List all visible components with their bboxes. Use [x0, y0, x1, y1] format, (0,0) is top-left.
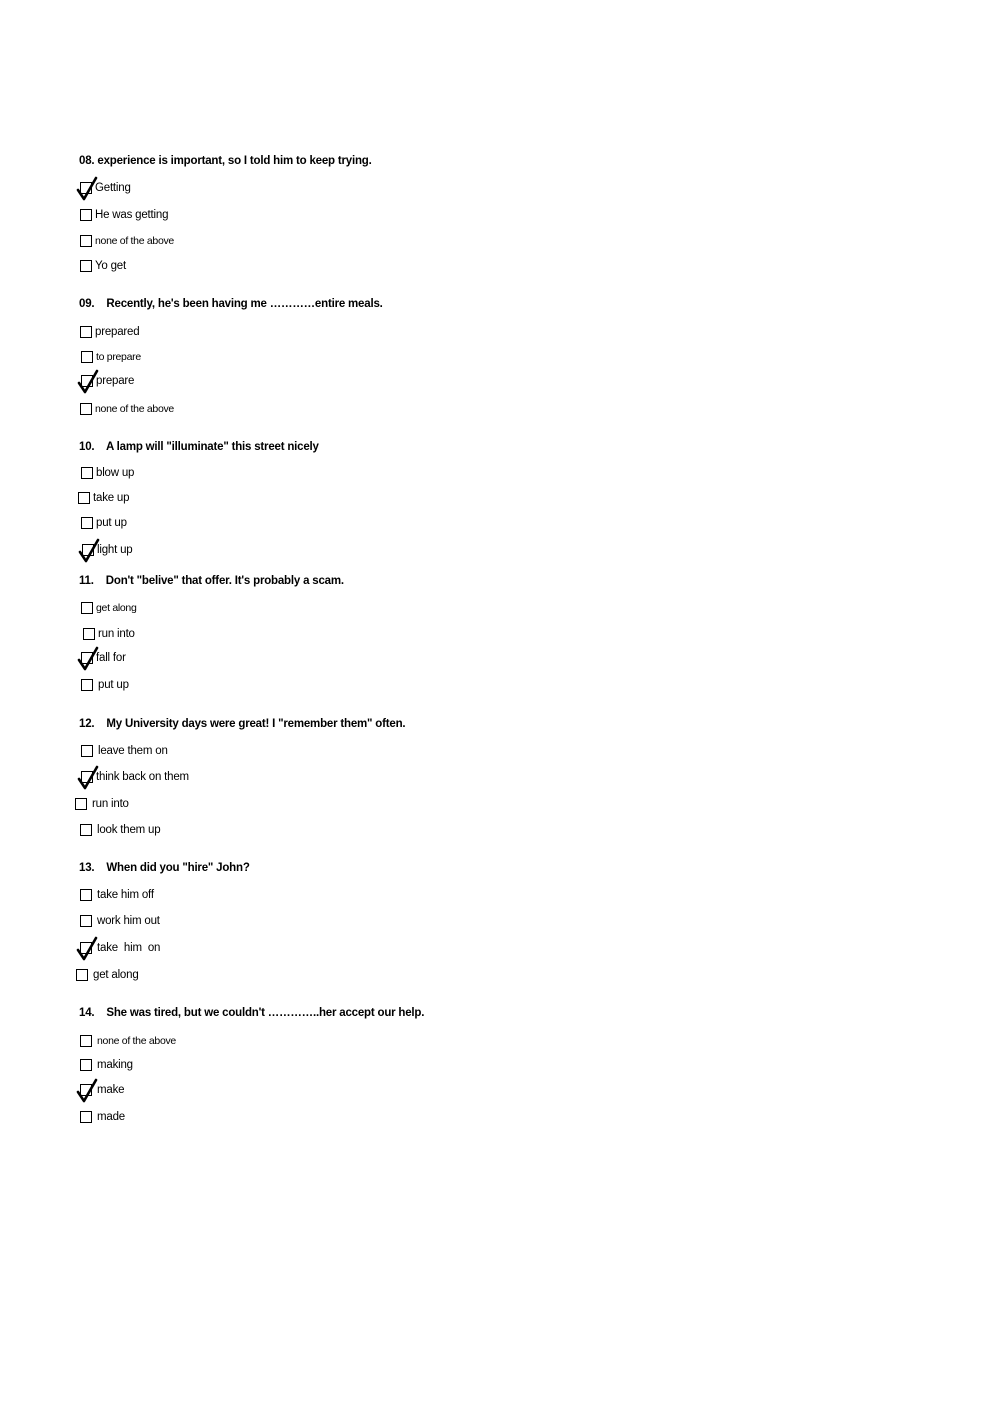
checkbox[interactable] [80, 260, 92, 272]
option-label: blow up [96, 467, 135, 479]
checkbox[interactable] [80, 1059, 92, 1071]
checkbox[interactable] [78, 492, 90, 504]
checkbox[interactable] [81, 602, 93, 614]
checkbox[interactable] [80, 1035, 92, 1047]
option-think-back-on-them[interactable] [81, 769, 189, 785]
question-number: 09. [79, 298, 95, 310]
question-text: When did you "hire" John? [106, 862, 250, 874]
option-to-prepare[interactable] [81, 349, 141, 365]
option-label: take up [93, 492, 130, 504]
option-label: Getting [95, 182, 131, 194]
checkbox[interactable] [75, 798, 87, 810]
option-blow-up[interactable] [81, 465, 134, 481]
question-text: A lamp will "illuminate" this street nicely [105, 441, 319, 453]
option-getting[interactable] [80, 180, 131, 196]
option-run-into[interactable] [83, 626, 135, 642]
question-number: 14. [79, 1007, 95, 1019]
question-number: 11. [79, 575, 94, 587]
option-prepared[interactable] [80, 324, 139, 340]
checkbox[interactable] [80, 1084, 92, 1096]
option-label: light up [97, 544, 133, 556]
checkbox[interactable] [80, 889, 92, 901]
checkbox[interactable] [81, 745, 93, 757]
option-none-of-the-above[interactable] [80, 233, 174, 249]
option-none-of-the-above[interactable] [80, 1033, 176, 1049]
option-label: make [97, 1084, 125, 1096]
option-label: take him off [97, 889, 154, 901]
checkbox[interactable] [80, 942, 92, 954]
option-get-along[interactable] [81, 600, 137, 616]
question-number: 10. [79, 441, 95, 453]
checkbox[interactable] [81, 652, 93, 664]
option-label: fall for [96, 652, 126, 664]
checkbox[interactable] [80, 824, 92, 836]
option-label: Yo get [95, 260, 126, 272]
option-fall-for[interactable] [81, 650, 126, 666]
option-prepare[interactable] [81, 373, 134, 389]
checkbox[interactable] [81, 771, 93, 783]
question-text: Recently, he's been having me …………entire meals. [106, 298, 383, 310]
option-label: none of the above [97, 1035, 176, 1047]
option-run-into[interactable] [75, 796, 129, 812]
option-label: making [97, 1059, 133, 1071]
option-label: look them up [97, 824, 161, 836]
option-take-him-on[interactable] [80, 940, 160, 956]
option-label: prepared [95, 326, 140, 338]
option-label: made [97, 1111, 125, 1123]
option-take-him-off[interactable] [80, 887, 154, 903]
question-09 [79, 298, 383, 310]
option-put-up[interactable] [81, 515, 127, 531]
option-take-up[interactable] [78, 490, 129, 506]
option-put-up[interactable] [81, 677, 129, 693]
question-text: experience is important, so I told him to keep trying. [97, 155, 372, 167]
checkbox[interactable] [83, 628, 95, 640]
question-number: 13. [79, 862, 95, 874]
option-look-them-up[interactable] [80, 822, 160, 838]
checkbox[interactable] [80, 209, 92, 221]
option-light-up[interactable] [82, 542, 132, 558]
checkbox[interactable] [81, 351, 93, 363]
question-number: 08. [79, 155, 95, 167]
question-10 [79, 441, 319, 453]
option-label: prepare [96, 375, 135, 387]
checkbox[interactable] [80, 915, 92, 927]
checkbox[interactable] [81, 375, 93, 387]
question-11 [79, 575, 344, 587]
option-label: put up [98, 679, 129, 691]
option-label: leave them on [98, 745, 168, 757]
checkbox[interactable] [76, 969, 88, 981]
question-text: Don't "belive" that offer. It's probably a scam. [105, 575, 344, 587]
checkbox[interactable] [80, 403, 92, 415]
option-get-along[interactable] [76, 967, 139, 983]
option-label: get along [93, 969, 139, 981]
checkbox[interactable] [81, 679, 93, 691]
option-make[interactable] [80, 1082, 124, 1098]
question-number: 12. [79, 718, 95, 730]
checkbox[interactable] [80, 326, 92, 338]
checkbox[interactable] [80, 235, 92, 247]
option-label: put up [96, 517, 127, 529]
option-label: to prepare [96, 351, 141, 363]
option-making[interactable] [80, 1057, 133, 1073]
option-label: take him on [97, 942, 161, 954]
option-made[interactable] [80, 1109, 125, 1125]
question-13 [79, 862, 250, 874]
checkbox[interactable] [81, 467, 93, 479]
option-label: run into [92, 798, 129, 810]
checkbox[interactable] [80, 1111, 92, 1123]
option-label: run into [98, 628, 135, 640]
question-text: My University days were great! I "remember them" often. [106, 718, 406, 730]
checkbox[interactable] [82, 544, 94, 556]
option-label: think back on them [96, 771, 189, 783]
option-label: none of the above [95, 235, 174, 247]
option-work-him-out[interactable] [80, 913, 160, 929]
option-label: get along [96, 602, 137, 614]
question-12 [79, 718, 405, 730]
option-yo-get[interactable] [80, 258, 126, 274]
option-label: none of the above [95, 403, 174, 415]
option-label: work him out [97, 915, 160, 927]
question-14 [79, 1007, 424, 1019]
option-leave-them-on[interactable] [81, 743, 168, 759]
checkbox[interactable] [81, 517, 93, 529]
option-he-was-getting[interactable] [80, 207, 168, 223]
option-none-of-the-above[interactable] [80, 401, 174, 417]
option-label: He was getting [95, 209, 169, 221]
question-08 [79, 155, 372, 167]
checkbox[interactable] [80, 182, 92, 194]
question-text: She was tired, but we couldn't …………..her accept our help. [106, 1007, 425, 1019]
